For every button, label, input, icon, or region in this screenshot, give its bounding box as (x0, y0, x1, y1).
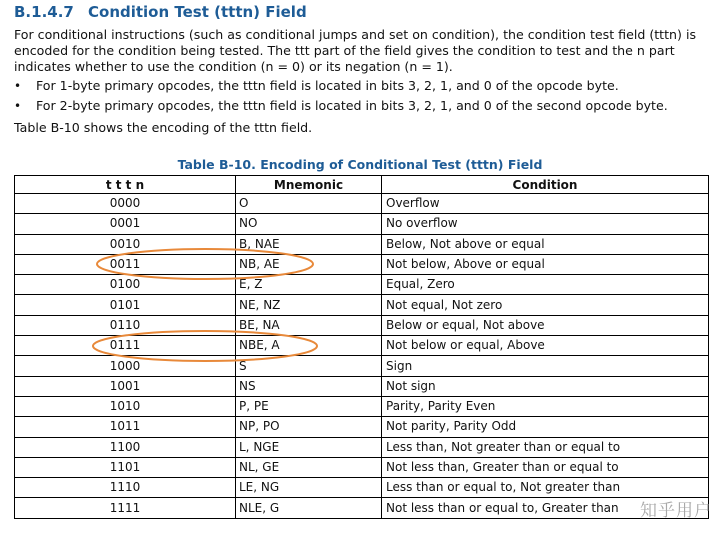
cell-condition: Sign (382, 356, 709, 376)
bullet-dot-icon: • (14, 99, 22, 113)
bullet-text: For 1-byte primary opcodes, the tttn field is located in bits 3, 2, 1, and 0 of the opcode byte. (36, 78, 619, 93)
cell-tttn: 1100 (15, 437, 236, 457)
cell-mnemonic: NB, AE (236, 254, 382, 274)
cell-tttn: 0010 (15, 234, 236, 254)
table-row (15, 376, 709, 396)
cell-condition: No overflow (382, 214, 709, 234)
table-row (15, 194, 709, 214)
cell-condition: Overflow (382, 194, 709, 214)
cell-condition: Below or equal, Not above (382, 315, 709, 335)
cell-condition: Not less than, Greater than or equal to (382, 457, 709, 477)
cell-mnemonic: E, Z (236, 275, 382, 295)
cell-mnemonic: P, PE (236, 396, 382, 416)
cell-mnemonic: O (236, 194, 382, 214)
cell-tttn: 1101 (15, 457, 236, 477)
cell-tttn: 1001 (15, 376, 236, 396)
cell-tttn: 0110 (15, 315, 236, 335)
cell-condition: Less than, Not greater than or equal to (382, 437, 709, 457)
cell-condition: Not sign (382, 376, 709, 396)
cell-tttn: 0011 (15, 254, 236, 274)
cell-mnemonic: NO (236, 214, 382, 234)
table-header-row (15, 176, 709, 194)
cell-mnemonic: NBE, A (236, 336, 382, 356)
cell-condition: Not parity, Parity Odd (382, 417, 709, 437)
encoding-table (14, 175, 709, 519)
cell-condition: Equal, Zero (382, 275, 709, 295)
header-mnemonic: Mnemonic (236, 176, 382, 194)
table-caption: Table B-10. Encoding of Conditional Test (tttn) Field (177, 157, 543, 172)
cell-condition: Not below or equal, Above (382, 336, 709, 356)
table-row (15, 214, 709, 234)
bullet-item (14, 98, 668, 114)
cell-mnemonic: NS (236, 376, 382, 396)
cell-mnemonic: NP, PO (236, 417, 382, 437)
table-row (15, 396, 709, 416)
outro-paragraph: Table B-10 shows the encoding of the tttn field. (14, 120, 313, 135)
cell-mnemonic: LE, NG (236, 478, 382, 498)
cell-tttn: 0000 (15, 194, 236, 214)
cell-tttn: 1110 (15, 478, 236, 498)
table-row (15, 254, 709, 274)
cell-tttn: 0111 (15, 336, 236, 356)
bullet-text: For 2-byte primary opcodes, the tttn field is located in bits 3, 2, 1, and 0 of the second opcode byte. (36, 98, 668, 113)
section-number: B.1.4.7 (14, 3, 74, 21)
section-heading (14, 3, 307, 21)
section-title: Condition Test (tttn) Field (88, 3, 307, 21)
cell-condition: Parity, Parity Even (382, 396, 709, 416)
cell-mnemonic: L, NGE (236, 437, 382, 457)
cell-mnemonic: NE, NZ (236, 295, 382, 315)
cell-tttn: 1111 (15, 498, 236, 518)
cell-condition: Less than or equal to, Not greater than (382, 478, 709, 498)
watermark: 知乎用户 (640, 501, 712, 521)
table-row (15, 478, 709, 498)
cell-condition: Not less than or equal to, Greater than (382, 498, 709, 518)
table-row (15, 437, 709, 457)
bullet-item (14, 78, 619, 94)
table-row (15, 356, 709, 376)
cell-mnemonic: BE, NA (236, 315, 382, 335)
cell-tttn: 1011 (15, 417, 236, 437)
cell-mnemonic: S (236, 356, 382, 376)
cell-condition: Not equal, Not zero (382, 295, 709, 315)
cell-tttn: 0001 (15, 214, 236, 234)
table-row (15, 336, 709, 356)
header-condition: Condition (382, 176, 709, 194)
table-row (15, 295, 709, 315)
cell-mnemonic: NL, GE (236, 457, 382, 477)
bullet-dot-icon: • (14, 79, 22, 93)
cell-tttn: 0101 (15, 295, 236, 315)
table-row (15, 498, 709, 518)
table-row (15, 234, 709, 254)
cell-tttn: 0100 (15, 275, 236, 295)
cell-tttn: 1000 (15, 356, 236, 376)
header-tttn: t t t n (15, 176, 236, 194)
table-row (15, 417, 709, 437)
cell-condition: Below, Not above or equal (382, 234, 709, 254)
table-row (15, 275, 709, 295)
cell-mnemonic: NLE, G (236, 498, 382, 518)
intro-paragraph: For conditional instructions (such as conditional jumps and set on condition), the condition test field (tttn) is encoded for the condition being tested. The ttt part of the field gives the condition to test and the n part indicates whether to use the condition (n = 0) or its negation (n = 1). (14, 27, 697, 74)
table-row (15, 315, 709, 335)
cell-condition: Not below, Above or equal (382, 254, 709, 274)
cell-mnemonic: B, NAE (236, 234, 382, 254)
cell-tttn: 1010 (15, 396, 236, 416)
table-row (15, 457, 709, 477)
